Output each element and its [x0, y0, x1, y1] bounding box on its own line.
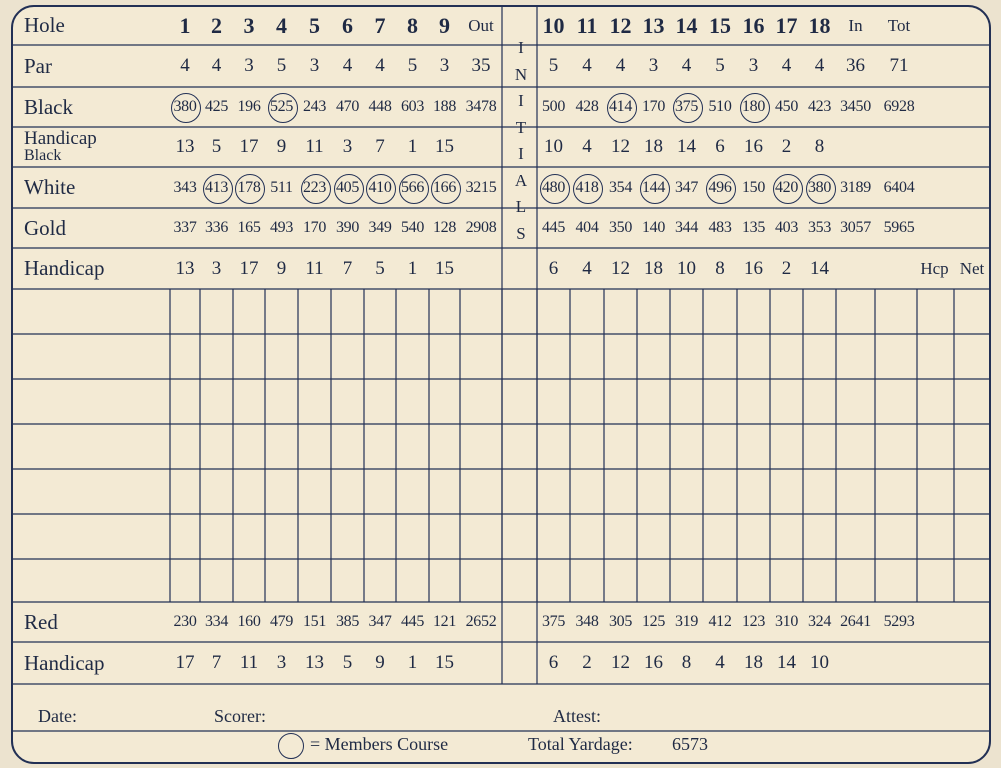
back-value: 4 [715, 652, 725, 673]
back-value: 353 [807, 219, 832, 236]
front-value: 166 [429, 167, 460, 208]
front-value: 7 [211, 652, 222, 673]
members-course-circle-icon [278, 733, 304, 759]
row-label: Black [24, 94, 73, 119]
back-value: 496 [703, 167, 737, 208]
front-value: 15 [435, 257, 454, 279]
back-value: 420 [770, 167, 803, 208]
front-value: 511 [270, 178, 293, 196]
front-value: 3 [211, 257, 222, 279]
front-value: 17 [239, 136, 259, 157]
tot-header: Tot [887, 15, 911, 35]
front-value: 3 [309, 55, 320, 76]
back-value: 10 [677, 257, 696, 279]
back-value: 445 [541, 219, 566, 236]
front-value: 230 [173, 613, 197, 630]
front-value: 15 [435, 136, 454, 157]
front-value: 11 [305, 136, 324, 157]
back-value: 4 [582, 257, 592, 279]
back-value: 16 [744, 257, 763, 279]
total-yardage-label: Total Yardage: [528, 734, 633, 754]
in-total: 3189 [840, 178, 871, 196]
front-value: 349 [368, 219, 392, 236]
front-value: 165 [237, 219, 261, 236]
back-value: 16 [744, 136, 763, 157]
front-value: 405 [331, 167, 364, 208]
front-value: 4 [342, 55, 353, 76]
back-value: 4 [582, 136, 592, 157]
front-value: 11 [305, 257, 324, 279]
attest-label: Attest: [553, 706, 601, 726]
back-value: 150 [741, 178, 766, 196]
front-value: 525 [265, 87, 298, 127]
hole-number: 2 [211, 12, 222, 38]
hole-number: 8 [407, 12, 418, 38]
front-value: 390 [335, 219, 360, 236]
back-value: 2 [781, 136, 792, 157]
front-value: 334 [204, 613, 229, 630]
scorer-label: Scorer: [214, 706, 266, 726]
front-value: 3 [276, 652, 287, 673]
hole-number: 16 [742, 12, 765, 38]
front-value: 4 [180, 55, 190, 76]
back-value: 170 [641, 98, 666, 115]
front-value: 178 [233, 167, 265, 208]
back-value: 403 [774, 219, 799, 236]
hole-number: 9 [439, 12, 450, 38]
front-value: 13 [175, 257, 195, 279]
row-label: Par [24, 53, 52, 78]
hole-number: 5 [309, 12, 320, 38]
initials-letter: I [518, 91, 524, 110]
hole-number: 3 [243, 12, 255, 38]
back-value: 4 [814, 55, 825, 76]
front-value: 160 [237, 613, 261, 630]
back-value: 3 [748, 55, 759, 76]
back-value: 18 [644, 257, 663, 279]
front-value: 7 [375, 136, 385, 157]
back-value: 14 [777, 652, 796, 673]
front-value: 410 [364, 167, 396, 208]
front-value: 11 [239, 652, 259, 673]
out-total [460, 642, 502, 684]
back-value: 144 [637, 167, 670, 208]
back-value: 418 [570, 167, 604, 208]
front-value: 17 [239, 257, 259, 279]
out-total: 2908 [465, 219, 497, 236]
back-value: 6 [548, 652, 559, 673]
front-value: 5 [375, 257, 385, 279]
back-value: 428 [575, 98, 599, 115]
front-value: 343 [173, 178, 197, 196]
initials-letter: A [514, 170, 528, 190]
grand-total: 5965 [883, 219, 915, 236]
in-total: 36 [846, 55, 865, 76]
front-value: 3 [439, 55, 450, 76]
row-label: Handicap [24, 650, 105, 675]
hole-label: Hole [24, 13, 65, 37]
row-label: Red [24, 609, 58, 634]
row-label-sub: Black [24, 147, 62, 164]
back-value: 6 [715, 136, 725, 157]
initials-letter: S [516, 223, 526, 243]
front-value: 380 [170, 87, 200, 127]
front-value: 347 [368, 613, 392, 630]
hole-number: 6 [342, 12, 353, 38]
grand-total: 5293 [883, 613, 915, 630]
back-value: 180 [737, 87, 770, 127]
front-value: 448 [368, 98, 392, 115]
front-value: 1 [407, 257, 418, 279]
total-yardage-value: 6573 [672, 734, 708, 754]
out-total [460, 248, 502, 289]
front-value: 170 [302, 219, 327, 236]
front-value: 121 [432, 613, 457, 630]
back-value: 2 [781, 257, 792, 279]
back-value: 10 [544, 136, 563, 157]
front-value: 337 [173, 219, 197, 236]
hole-number: 4 [276, 12, 287, 38]
back-value: 305 [608, 613, 633, 630]
initials-letter: T [515, 117, 527, 137]
front-value: 3 [244, 55, 254, 76]
date-label: Date: [38, 706, 77, 726]
front-value: 7 [342, 257, 353, 279]
row-label: White [24, 175, 76, 199]
front-value: 15 [435, 652, 454, 673]
front-value: 566 [396, 167, 429, 208]
back-value: 12 [611, 136, 630, 157]
back-value: 5 [548, 55, 559, 76]
back-value: 4 [582, 55, 592, 76]
front-value: 425 [204, 98, 229, 115]
back-value: 375 [670, 87, 703, 127]
front-value: 385 [335, 613, 360, 630]
back-value: 10 [810, 652, 829, 673]
out-total: 3215 [465, 178, 497, 196]
back-value: 350 [608, 219, 633, 236]
back-value: 123 [741, 613, 766, 630]
front-value: 479 [269, 613, 294, 630]
members-course-legend: = Members Course [310, 734, 449, 754]
back-value: 140 [641, 219, 666, 236]
back-value: 310 [774, 613, 799, 630]
grand-total: 6404 [883, 178, 915, 196]
initials-letter: I [518, 144, 524, 163]
front-value: 445 [400, 613, 425, 630]
front-value: 243 [302, 98, 327, 115]
in-header: In [848, 15, 863, 35]
back-value: 348 [575, 613, 599, 630]
front-value: 188 [432, 98, 457, 115]
front-value: 151 [302, 613, 327, 630]
front-value: 1 [407, 136, 418, 157]
in-total: 2641 [840, 613, 871, 630]
front-value: 336 [204, 219, 229, 236]
in-total: 3450 [840, 98, 871, 115]
front-value: 4 [375, 55, 385, 76]
hole-number: 1 [179, 12, 191, 38]
hole-number: 15 [709, 12, 731, 38]
front-value: 17 [175, 652, 195, 673]
back-value: 16 [644, 652, 663, 673]
row-label-main: Handicap [24, 128, 97, 149]
back-value: 347 [674, 178, 699, 196]
hole-number: 13 [642, 12, 665, 38]
hole-number: 7 [374, 12, 386, 38]
back-value: 354 [608, 178, 633, 196]
initials-letter: L [515, 197, 527, 216]
front-value: 603 [400, 98, 425, 115]
hole-number: 14 [675, 12, 698, 38]
front-value: 493 [269, 219, 294, 236]
front-value: 13 [305, 652, 324, 673]
back-value: 480 [537, 167, 570, 208]
back-value: 375 [541, 613, 566, 630]
back-value: 319 [674, 613, 699, 630]
hole-number: 10 [542, 12, 565, 38]
in-total [836, 127, 875, 167]
hole-number: 18 [808, 12, 831, 38]
back-value: 18 [644, 136, 663, 157]
back-value: 135 [741, 219, 766, 236]
front-value: 3 [342, 136, 353, 157]
initials-letter: N [514, 64, 528, 84]
front-value: 128 [432, 219, 457, 236]
back-value: 450 [774, 98, 799, 115]
back-value: 423 [807, 98, 832, 115]
front-value: 5 [211, 136, 222, 157]
back-value: 414 [604, 87, 637, 127]
back-value: 324 [807, 613, 832, 630]
front-value: 5 [407, 55, 418, 76]
back-value: 4 [681, 55, 692, 76]
back-value: 4 [615, 55, 626, 76]
back-value: 404 [575, 219, 599, 236]
back-value: 14 [810, 257, 829, 279]
front-value: 413 [200, 167, 233, 208]
front-value: 5 [276, 55, 287, 76]
front-value: 223 [298, 167, 331, 208]
grand-total [875, 642, 923, 684]
grand-total [875, 127, 923, 167]
back-value: 6 [548, 257, 559, 279]
back-value: 5 [715, 55, 725, 76]
front-value: 4 [211, 55, 222, 76]
back-value: 500 [541, 98, 566, 115]
back-value: 4 [781, 55, 792, 76]
grand-total: 71 [889, 55, 909, 76]
out-total [460, 127, 502, 167]
hcp-header: Hcp [920, 258, 949, 278]
row-label: Gold [24, 215, 66, 240]
back-value: 12 [611, 257, 630, 279]
back-value: 3 [648, 55, 659, 76]
back-value: 2 [582, 652, 592, 673]
front-value: 5 [342, 652, 353, 673]
back-value: 510 [708, 98, 732, 115]
back-value: 8 [681, 652, 692, 673]
in-total [836, 248, 875, 289]
back-value: 12 [611, 652, 630, 673]
back-value: 412 [708, 613, 732, 630]
out-total: 3478 [465, 98, 497, 115]
front-value: 196 [237, 98, 261, 115]
front-value: 13 [175, 136, 195, 157]
back-value: 14 [677, 136, 696, 157]
front-value: 470 [335, 98, 360, 115]
hole-number: 12 [609, 12, 632, 38]
back-value: 8 [814, 136, 825, 157]
out-header: Out [468, 15, 494, 35]
front-value: 1 [407, 652, 418, 673]
back-value: 380 [803, 167, 836, 208]
hole-number: 11 [576, 12, 598, 38]
grand-total: 6928 [883, 98, 915, 115]
row-label: Handicap [24, 256, 105, 280]
back-value: 18 [744, 652, 763, 673]
front-value: 540 [400, 219, 425, 236]
in-total: 3057 [840, 219, 871, 236]
back-value: 125 [641, 613, 666, 630]
initials-letter: I [518, 38, 524, 57]
back-value: 483 [708, 219, 732, 236]
in-total [836, 642, 875, 684]
back-value: 344 [674, 219, 699, 236]
net-header: Net [959, 258, 985, 278]
back-value: 8 [715, 257, 725, 279]
hole-number: 17 [775, 12, 798, 38]
row-label [24, 127, 97, 167]
out-total: 2652 [465, 613, 497, 630]
front-value: 9 [276, 136, 287, 157]
out-total: 35 [471, 55, 491, 76]
front-value: 9 [375, 652, 385, 673]
front-value: 9 [276, 257, 287, 279]
